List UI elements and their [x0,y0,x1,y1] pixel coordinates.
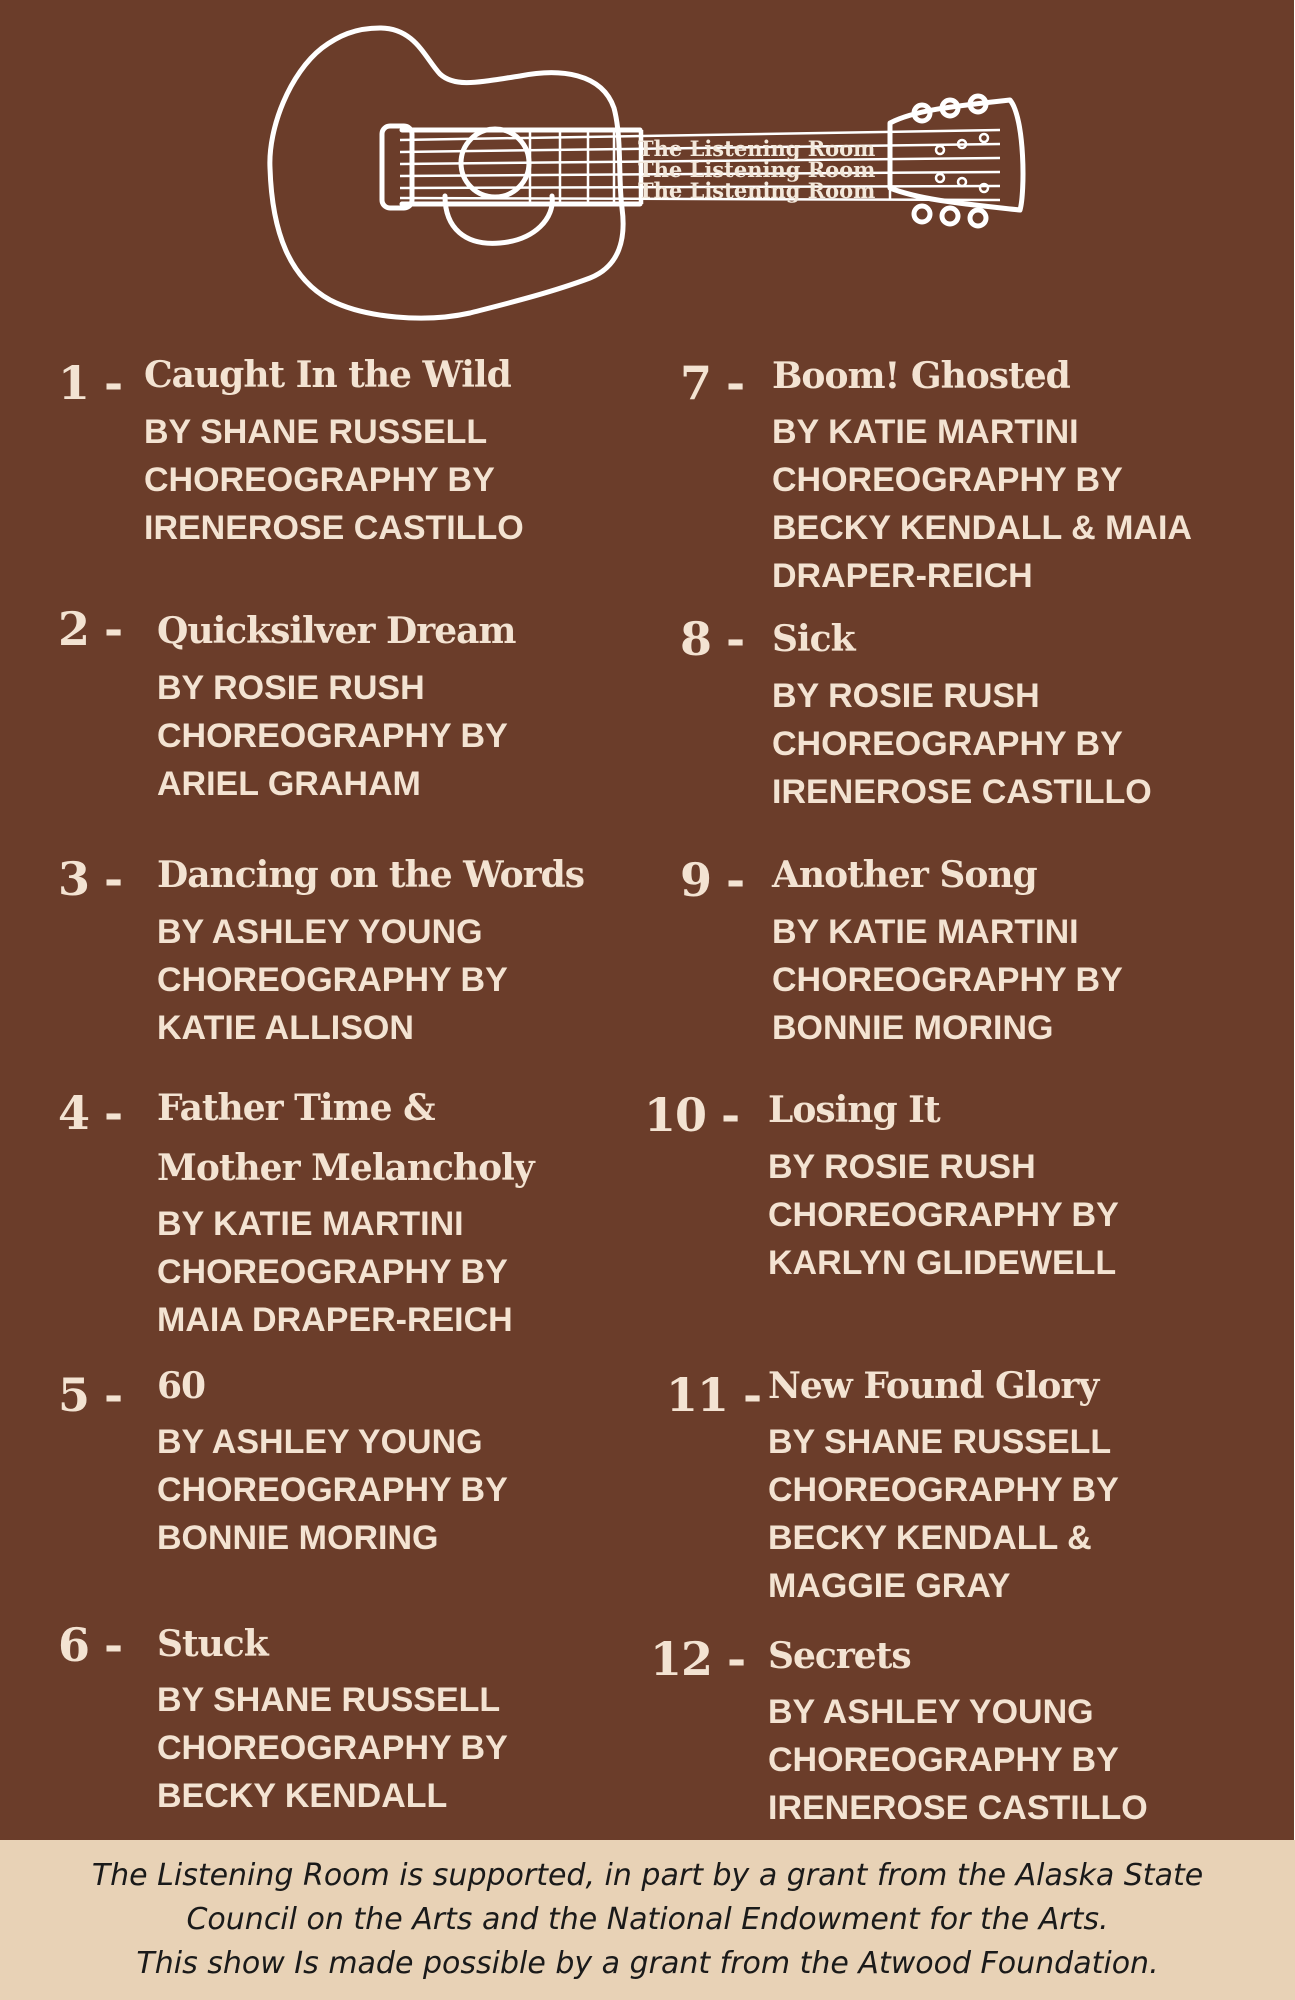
song-credits [157,1200,513,1344]
song-title: Another Song [772,854,1037,896]
credit-line: MAIA DRAPER-REICH [157,1301,513,1339]
song-credits [157,1418,508,1562]
program-number: 1 - [58,356,123,410]
logo-text-line-1: The Listening Room [638,136,876,161]
credit-line: CHOREOGRAPHY BY [772,961,1123,999]
credit-line: IRENEROSE CASTILLO [768,1789,1148,1827]
song-title: Quicksilver Dream [157,610,516,652]
song-credits [157,1676,508,1820]
credit-line: BECKY KENDALL & MAIA [772,509,1192,547]
logo-text-line-3: The Listening Room [638,178,876,203]
credit-line: CHOREOGRAPHY BY [772,725,1123,763]
credit-line: BY ASHLEY YOUNG [768,1693,1094,1731]
credit-line: CHOREOGRAPHY BY [157,1729,508,1767]
logo-text-line-2: The Listening Room [638,157,876,182]
credit-line: CHOREOGRAPHY BY [157,717,508,755]
credit-line: IRENEROSE CASTILLO [144,509,524,547]
song-credits [772,672,1152,816]
credit-line: BY ROSIE RUSH [772,677,1040,715]
song-credits [768,1143,1119,1287]
credit-line: IRENEROSE CASTILLO [772,773,1152,811]
song-credits [157,908,508,1052]
credit-line: BY SHANE RUSSELL [144,413,488,451]
song-title: Dancing on the Words [157,854,585,896]
program-number: 9 - [680,853,745,907]
song-credits [772,408,1192,600]
song-title: Sick [772,618,855,660]
credit-line: CHOREOGRAPHY BY [157,1471,508,1509]
footer-line: Council on the Arts and the National Endowment for the Arts. [186,1902,1109,1937]
credit-line: BY ROSIE RUSH [768,1148,1036,1186]
song-title: Losing It [768,1089,940,1131]
song-title: Stuck [157,1623,268,1665]
credit-line: CHOREOGRAPHY BY [768,1471,1119,1509]
credit-line: CHOREOGRAPHY BY [768,1741,1119,1779]
program-number: 4 - [58,1086,123,1140]
song-title: Caught In the Wild [144,354,511,396]
credit-line: BY KATIE MARTINI [157,1205,464,1243]
credit-line: BY ROSIE RUSH [157,669,425,707]
footer-line: This show Is made possible by a grant from the Atwood Foundation. [136,1946,1159,1981]
song-credits [768,1688,1148,1832]
song-title: New Found Glory [768,1365,1099,1407]
song-title: Father Time & [157,1087,435,1129]
program-number: 8 - [680,612,745,666]
program-number: 12 - [650,1632,746,1686]
credit-line: CHOREOGRAPHY BY [768,1196,1119,1234]
credit-line: CHOREOGRAPHY BY [772,461,1123,499]
program-number: 3 - [58,852,123,906]
program-number: 6 - [58,1618,123,1672]
credit-line: BY ASHLEY YOUNG [157,1423,483,1461]
credit-line: BY SHANE RUSSELL [157,1681,501,1719]
song-credits [772,908,1123,1052]
song-title: Mother Melancholy [157,1147,534,1189]
credit-line: DRAPER-REICH [772,557,1033,595]
program-number: 2 - [58,602,123,656]
credit-line: BONNIE MORING [772,1009,1054,1047]
credit-line: BECKY KENDALL & [768,1519,1092,1557]
song-title: 60 [157,1365,206,1407]
credit-line: CHOREOGRAPHY BY [157,1253,508,1291]
song-title: Secrets [768,1635,911,1677]
program-number: 11 - [666,1368,762,1422]
credit-line: BECKY KENDALL [157,1777,448,1815]
song-title: Boom! Ghosted [772,355,1070,397]
footer-line: The Listening Room is supported, in part by a grant from the Alaska State [91,1858,1204,1893]
credit-line: KARLYN GLIDEWELL [768,1244,1117,1282]
credit-line: MAGGIE GRAY [768,1567,1011,1605]
credit-line: BY KATIE MARTINI [772,413,1079,451]
credit-line: BONNIE MORING [157,1519,439,1557]
song-credits [768,1418,1119,1610]
credit-line: BY ASHLEY YOUNG [157,913,483,951]
program-number: 7 - [680,356,745,410]
credit-line: CHOREOGRAPHY BY [157,961,508,999]
song-credits [144,408,524,552]
program-number: 10 - [644,1088,740,1142]
sponsor-footer [0,1840,1295,2000]
credit-line: CHOREOGRAPHY BY [144,461,495,499]
credit-line: KATIE ALLISON [157,1009,414,1047]
song-credits [157,664,508,808]
credit-line: BY KATIE MARTINI [772,913,1079,951]
program-number: 5 - [58,1368,123,1422]
credit-line: ARIEL GRAHAM [157,765,421,803]
credit-line: BY SHANE RUSSELL [768,1423,1112,1461]
